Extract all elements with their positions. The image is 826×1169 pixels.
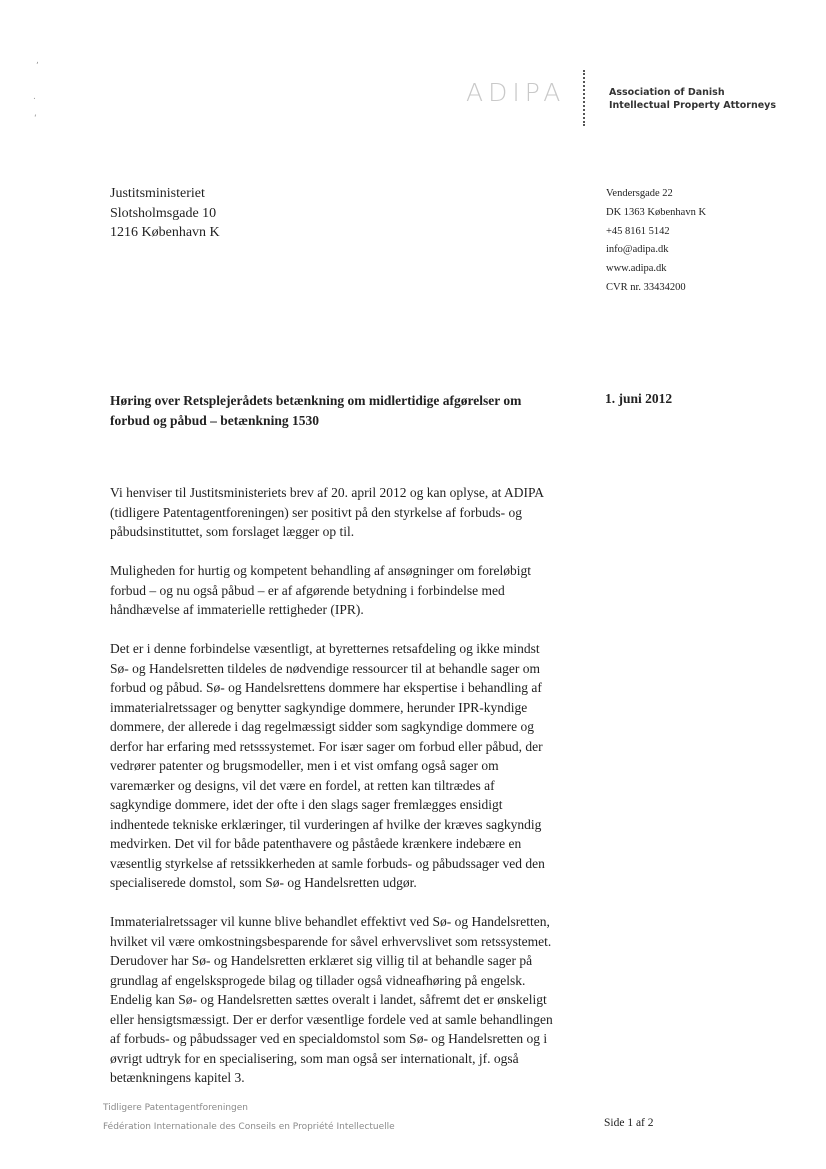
recipient-address [110,184,220,243]
letter-subject [110,391,560,430]
text-line: Immaterialretssager vil kunne blive behandlet effektivt ved Sø- og Handelsretten, [110,914,550,929]
paragraph-2 [110,561,588,620]
adipa-logo: ADIPA [466,78,566,107]
text-line: Derudover har Sø- og Handelsretten erklæret sig villig til at behandle sager på [110,953,533,968]
letter-date: 1. juni 2012 [605,391,673,406]
recipient-line: 1216 København K [110,225,220,240]
text-line: indhentede tekniske erklæringer, til vurderingen af hvilke der kræves sagkyndig [110,816,542,832]
text-line: Vi henviser til Justitsministeriets brev af 20. april 2012 og kan oplyse, at ADIPA [110,485,545,500]
text-line: Muligheden for hurtig og kompetent behandling af ansøgninger om foreløbigt [110,563,532,578]
association-line: Intellectual Property Attorneys [609,100,776,111]
text-line: eller hensigtsmæssigt. Der er derfor væsentlige fordele ved at samle behandlingen [110,1011,553,1027]
letter-body [110,483,588,1107]
sender-city: DK 1363 København K [606,206,707,218]
sender-email: info@adipa.dk [606,244,669,256]
text-line: medvirken. Det vil for både patenthavere og påståede krænkere indebære en [110,836,522,851]
paragraph-3 [110,639,588,893]
text-line: væsentlig styrkelse af retssikkerheden at samle forbuds- og påbudssager ved den [110,855,545,871]
text-line: betænkningens kapitel 3. [110,1070,245,1085]
scan-mark: . [33,92,36,102]
text-line: sagkyndige dommere, idet der ofte i den slags sager fremlægges ensidigt [110,797,503,812]
text-line: hvilket vil være omkostningsbesparende for såvel erhvervslivet som retssystemet. [110,933,552,949]
text-line: vedrører patenter og brugsmodeller, men i et vist omfang også sager om [110,758,499,773]
text-line: dommere, der allerede i dag regelmæssigt sidder som sagkyndige dommere og [110,719,535,734]
sender-cvr: CVR nr. 33434200 [606,281,686,293]
text-line: øvrigt udtryk for en specialisering, som man også ser internationalt, jf. også [110,1050,519,1066]
header-divider [583,70,585,126]
subject-line: forbud og påbud – betænkning 1530 [110,412,319,428]
text-line: immaterialretssager og benytter sagkyndige dommere, herunder IPR-kyndige [110,699,528,715]
text-line: Endelig kan Sø- og Handelsretten sættes overalt i landet, såfremt det er ønskeligt [110,992,547,1007]
text-line: derfor har erfaring med retsssystemet. For især sager om forbud eller påbud, der [110,738,543,754]
text-line: Sø- og Handelsretten tildeles de nødvendige ressourcer til at behandle sager om [110,660,540,676]
association-line: Association of Danish [609,87,725,98]
text-line: forbud – og nu også påbud – er af afgørende betydning i forbindelse med [110,582,505,598]
text-line: af forbuds- og påbudssager ved en specialdomstol som Sø- og Handelsretten og i [110,1031,548,1046]
sender-contact [606,185,706,298]
recipient-line: Slotsholmsgade 10 [110,205,217,221]
text-line: varemærker og designs, vil det være en fordel, at retten kan tiltrædes af [110,777,495,793]
association-name [609,86,776,112]
page-number: Side 1 af 2 [604,1117,654,1129]
sender-phone: +45 8161 5142 [606,225,670,237]
text-line: håndhævelse af immaterielle rettigheder (IPR). [110,602,364,617]
text-line: påbudsinstituttet, som forslaget lægger op til. [110,524,355,539]
footer-former-name: Tidligere Patentagentforeningen [103,1103,248,1113]
text-line: specialiserede domstol, som Sø- og Handelsretten udgør. [110,875,417,890]
text-line: forbud og påbud. Sø- og Handelsrettens dommere har ekspertise i behandling af [110,680,542,695]
text-line: (tidligere Patentagentforeningen) ser positivt på den styrkelse af forbuds- og [110,504,523,520]
recipient-line: Justitsministeriet [110,186,205,201]
sender-website: www.adipa.dk [606,263,667,275]
subject-line: Høring over Retsplejerådets betænkning om midlertidige afgørelser om [110,393,522,408]
scan-mark: , [36,56,39,66]
text-line: grundlag af engelsksprogede bilag og tillader også vidneafhøring på engelsk. [110,972,526,988]
paragraph-4 [110,912,588,1088]
text-line: Det er i denne forbindelse væsentligt, at byretternes retsafdeling og ikke mindst [110,641,540,656]
sender-street: Vendersgade 22 [606,188,673,199]
footer-federation: Fédération Internationale des Conseils en Propriété Intellectuelle [103,1122,395,1132]
footer-organization [103,1099,395,1137]
paragraph-1 [110,483,588,542]
scan-mark: ʻ [34,114,37,124]
